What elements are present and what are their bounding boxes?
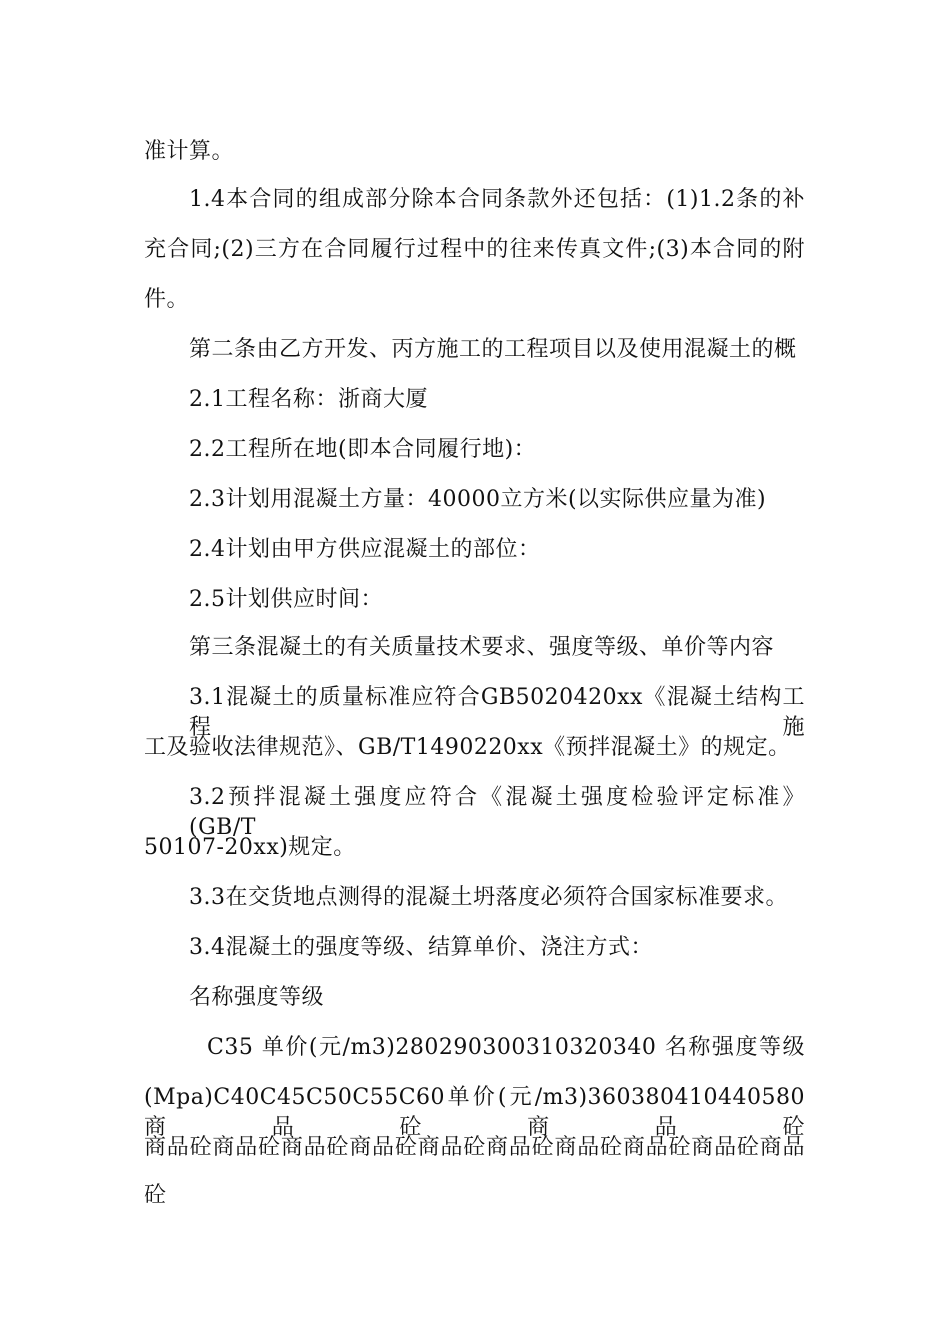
text-line: 3.2预拌混凝土强度应符合《混凝土强度检验评定标准》(GB/T	[189, 785, 805, 840]
text-line: 2.5计划供应时间：	[189, 587, 383, 612]
text-line: 1.4本合同的组成部分除本合同条款外还包括：(1)1.2条的补	[189, 187, 805, 212]
text-line: 第三条混凝土的有关质量技术要求、强度等级、单价等内容	[189, 635, 775, 660]
text-line: 工及验收法律规范》、GB/T1490220xx《预拌混凝土》的规定。	[144, 735, 791, 760]
text-line: C35 单价(元/m3)280290300310320340 名称强度等级	[207, 1035, 805, 1060]
text-line: 3.1混凝土的质量标准应符合GB5020420xx《混凝土结构工程施	[189, 685, 805, 740]
text-line: 砼	[144, 1183, 167, 1208]
text-line: 2.3计划用混凝土方量：40000立方米(以实际供应量为准)	[189, 487, 767, 512]
text-line: 名称强度等级	[189, 985, 325, 1010]
text-line: 2.2工程所在地(即本合同履行地)：	[189, 437, 537, 462]
text-line: 50107-20xx)规定。	[144, 835, 356, 860]
text-line: 3.3在交货地点测得的混凝土坍落度必须符合国家标准要求。	[189, 885, 788, 910]
text-line: 2.4计划由甲方供应混凝土的部位：	[189, 537, 541, 562]
text-line: 2.1工程名称：浙商大厦	[189, 387, 428, 412]
text-line: 准计算。	[144, 139, 235, 164]
text-line: 充合同;(2)三方在合同履行过程中的往来传真文件;(3)本合同的附	[144, 237, 805, 262]
text-line: (Mpa)C40C45C50C55C60单价(元/m3)360380410440580商品砼商品砼	[144, 1085, 805, 1140]
text-line: 3.4混凝土的强度等级、结算单价、浇注方式：	[189, 935, 653, 960]
text-line: 商品砼商品砼商品砼商品砼商品砼商品砼商品砼商品砼商品砼商品	[144, 1135, 805, 1160]
text-line: 件。	[144, 287, 190, 312]
text-line: 第二条由乙方开发、丙方施工的工程项目以及使用混凝土的概	[189, 337, 797, 362]
